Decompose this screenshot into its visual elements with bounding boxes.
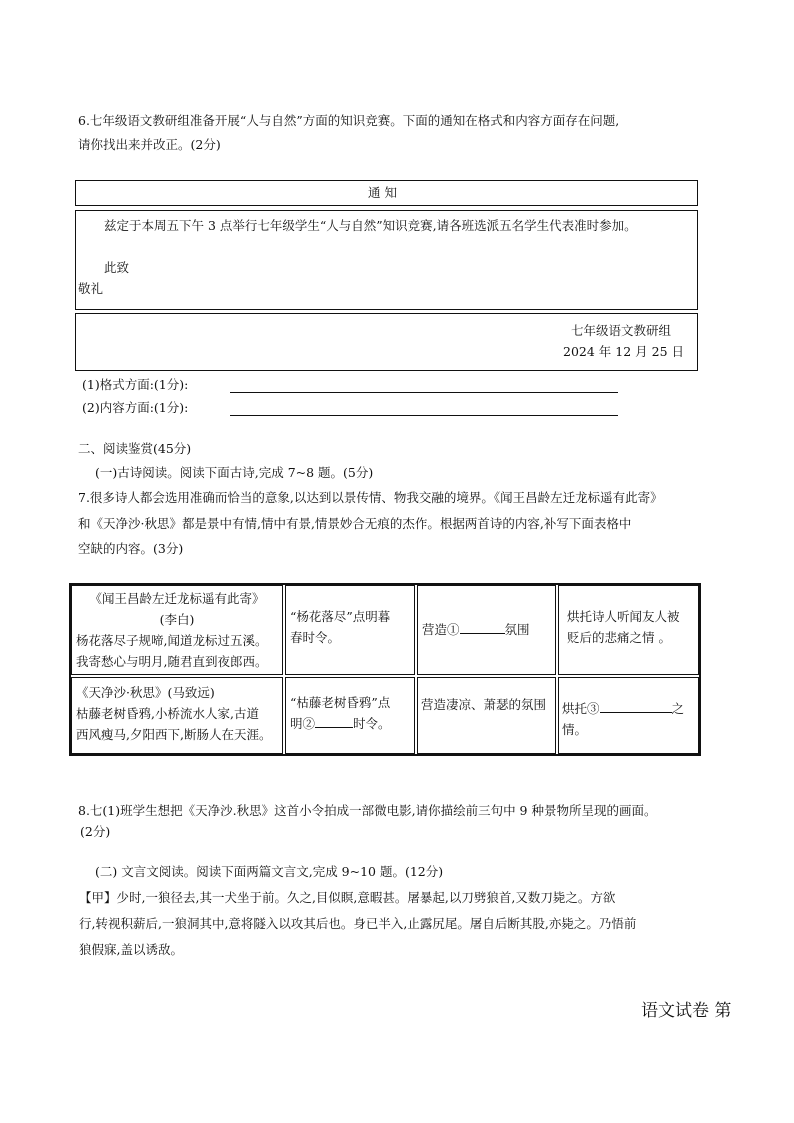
notice-sign: 七年级语文教研组 [571, 323, 672, 338]
r2c4-post: 之 [671, 701, 685, 716]
q7-line2: 和《天净沙·秋思》都是景中有情,情中有景,情景妙合无痕的杰作。根据两首诗的内容,补写下面表格中 [78, 516, 632, 531]
poem1-author: (李白) [159, 612, 195, 627]
r1c2-line2: 春时令。 [290, 630, 341, 645]
r2c2-pre: 明② [290, 716, 316, 731]
notice-date: 2024 年 12 月 25 日 [563, 344, 684, 359]
poem2-line1: 枯藤老树昏鸦,小桥流水人家,古道 [76, 706, 259, 721]
r2c2-post: 时令。 [353, 716, 391, 731]
r2c4-pre: 烘托③ [562, 701, 600, 716]
r2c4-line2: 情。 [562, 722, 588, 737]
q6-content-label: (2)内容方面:(1分): [82, 400, 189, 415]
poem-table-r1c1 [71, 585, 283, 675]
q6-format-answer-line[interactable] [230, 392, 618, 393]
section2-sub1: (一)古诗阅读。阅读下面古诗,完成 7~8 题。(5分) [95, 465, 374, 480]
q6-line1: 6.七年级语文教研组准备开展“人与自然”方面的知识竞赛。下面的通知在格式和内容方面存在问题, [78, 113, 620, 128]
r1c3-pre: 营造① [422, 622, 460, 637]
notice-closing-1: 此致 [104, 260, 130, 275]
notice-sign-row [75, 313, 698, 371]
section2b-heading: (二) 文言文阅读。阅读下面两篇文言文,完成 9~10 题。(12分) [95, 864, 444, 879]
poem-table-r2c4 [558, 677, 699, 754]
poem-table-r2c1 [71, 677, 283, 754]
poem-table-r1c2 [285, 585, 415, 675]
poem-table-r2c3 [417, 677, 556, 754]
poem1-title: 《闻王昌龄左迁龙标遥有此寄》 [89, 591, 265, 606]
poem-table-r2c2 [285, 677, 415, 754]
q8-line1: 8.七(1)班学生想把《天净沙.秋思》这首小令拍成一部微电影,请你描绘前三句中 9 种景物所呈现的画面。 [78, 803, 657, 818]
poem2-line2: 西风瘦马,夕阳西下,断肠人在天涯。 [76, 727, 272, 742]
q7-line1: 7.很多诗人都会选用准确而恰当的意象,以达到以景传情、物我交融的境界。《闻王昌龄左迁龙标遥有此寄》 [78, 490, 663, 505]
r1c2-line1: “杨花落尽”点明暮 [290, 609, 391, 624]
r2c2-line1: “枯藤老树昏鸦”点 [290, 695, 391, 710]
poem2-title: 《天净沙·秋思》(马致远) [76, 685, 215, 700]
poem1-line1: 杨花落尽子规啼,闻道龙标过五溪。 [76, 633, 268, 648]
q6-content-answer-line[interactable] [230, 415, 618, 416]
passage-jia-line3: 狼假寐,盖以诱敌。 [79, 942, 183, 957]
page-footer: 语文试卷 第 [641, 1001, 732, 1021]
section2-heading: 二、阅读鉴赏(45分) [78, 441, 192, 456]
q7-line3: 空缺的内容。(3分) [78, 541, 184, 556]
notice-body: 兹定于本周五下午 3 点举行七年级学生“人与自然”知识竞赛,请各班选派五名学生代表准时参加。 [104, 218, 637, 233]
blank-3[interactable] [600, 700, 672, 713]
notice-title: 通 知 [368, 185, 397, 200]
poem-table-r1c4 [558, 585, 699, 675]
r1c4-line2: 贬后的悲痛之情 。 [567, 630, 671, 645]
passage-jia-line1: 【甲】少时,一狼径去,其一犬坐于前。久之,目似瞑,意暇甚。屠暴起,以刀劈狼首,又数刀毙之。方欲 [79, 890, 616, 905]
blank-1[interactable] [460, 621, 505, 634]
r1c4-line1: 烘托诗人听闻友人被 [567, 609, 680, 624]
r2c3-text: 营造凄凉、萧瑟的氛围 [421, 697, 547, 712]
poem1-line2: 我寄愁心与明月,随君直到夜郎西。 [76, 654, 268, 669]
q8-line2: (2分) [80, 824, 111, 839]
notice-closing-2: 敬礼 [78, 281, 104, 296]
blank-2[interactable] [315, 715, 353, 728]
r1c3-post: 氛围 [504, 622, 530, 637]
passage-jia-line2: 行,转视积薪后,一狼洞其中,意将隧入以攻其后也。身已半入,止露尻尾。屠自后断其股,亦毙之。乃悟前 [79, 916, 637, 931]
poem-table-r1c3 [417, 585, 556, 675]
q6-format-label: (1)格式方面:(1分): [82, 377, 189, 392]
q6-line2: 请你找出来并改正。(2分) [78, 137, 221, 152]
